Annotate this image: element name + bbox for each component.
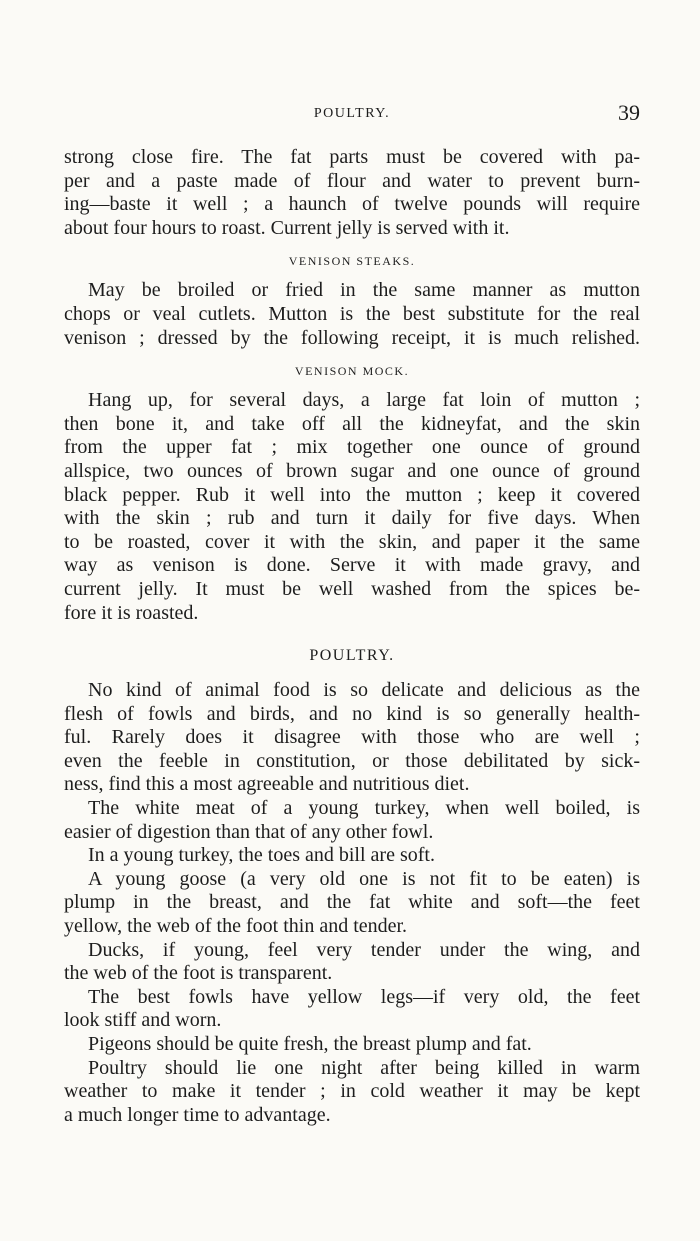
venison-steaks-heading: VENISON STEAKS. — [288, 254, 416, 269]
text-line: ful. Rarely does it disagree with those who are well ; — [64, 726, 640, 749]
text-line: Ducks, if young, feel very tender under the wing, and — [88, 938, 640, 961]
text-line: ness, find this a most agreeable and nutritious diet. — [64, 773, 470, 796]
venison-mock-paragraph — [64, 389, 640, 625]
text-line: The best fowls have yellow legs—if very old, the feet — [88, 985, 640, 1008]
continuation-paragraph — [64, 146, 640, 240]
ducks-paragraph — [64, 939, 640, 986]
text-line: look stiff and worn. — [64, 1009, 222, 1032]
turkey-white-meat-paragraph — [64, 797, 640, 844]
text-line: current jelly. It must be well washed from the spices be- — [64, 577, 640, 600]
text-line: easier of digestion than that of any other fowl. — [64, 820, 434, 843]
text-line: The white meat of a young turkey, when well boiled, is — [88, 797, 640, 820]
page-number: 39 — [618, 100, 640, 125]
text-line: from the upper fat ; mix together one ounce of ground — [64, 436, 640, 459]
venison-mock-heading: VENISON MOCK. — [294, 364, 410, 379]
text-line: with the skin ; rub and turn it daily for five days. When — [64, 507, 640, 530]
text-line: flesh of fowls and birds, and no kind is so generally health- — [64, 702, 640, 725]
text-line: strong close fire. The fat parts must be covered with pa- — [64, 146, 640, 168]
poultry-intro-paragraph — [64, 679, 640, 797]
text-line: weather to make it tender ; in cold weather it may be kept — [64, 1080, 640, 1103]
text-line: the web of the foot is transparent. — [64, 962, 333, 985]
text-line: to be roasted, cover it with the skin, and paper it the same — [64, 530, 640, 553]
text-line: A young goose (a very old one is not fit to be eaten) is — [88, 867, 640, 890]
text-line: In a young turkey, the toes and bill are soft. — [88, 844, 435, 867]
text-line: plump in the breast, and the fat white and soft—the feet — [64, 891, 640, 914]
poultry-keeping-paragraph — [64, 1057, 640, 1128]
text-line: black pepper. Rub it well into the mutton ; keep it covered — [64, 483, 640, 506]
text-line: then bone it, and take off all the kidneyfat, and the skin — [64, 412, 640, 435]
turkey-young-paragraph — [64, 844, 640, 868]
text-line: about four hours to roast. Current jelly is served with it. — [64, 216, 510, 239]
text-line: Poultry should lie one night after being killed in warm — [88, 1056, 640, 1079]
text-line: even the feeble in constitution, or those debilitated by sick- — [64, 749, 640, 772]
text-line: chops or veal cutlets. Mutton is the best substitute for the real — [64, 302, 640, 325]
text-line: allspice, two ounces of brown sugar and one ounce of ground — [64, 459, 640, 482]
text-line: fore it is roasted. — [64, 601, 199, 624]
venison-steaks-paragraph — [64, 279, 640, 350]
body-text — [64, 146, 640, 1127]
text-line: way as venison is done. Serve it with made gravy, and — [64, 554, 640, 577]
running-head — [64, 100, 640, 128]
poultry-heading: POULTRY. — [309, 647, 395, 665]
text-line: ing—baste it well ; a haunch of twelve pounds will require — [64, 193, 640, 216]
text-line: a much longer time to advantage. — [64, 1103, 331, 1126]
goose-paragraph — [64, 868, 640, 939]
running-title: POULTRY. — [313, 106, 391, 121]
text-line: yellow, the web of the foot thin and tender. — [64, 915, 408, 938]
fowls-paragraph — [64, 986, 640, 1033]
text-line: venison ; dressed by the following receipt, it is much relished. — [64, 326, 640, 349]
text-line: per and a paste made of flour and water to prevent burn- — [64, 169, 640, 192]
text-line: No kind of animal food is so delicate and delicious as the — [88, 679, 640, 702]
text-line: Hang up, for several days, a large fat loin of mutton ; — [88, 389, 640, 412]
text-line: Pigeons should be quite fresh, the breast plump and fat. — [88, 1033, 532, 1055]
text-line: May be broiled or fried in the same manner as mutton — [88, 279, 640, 302]
pigeons-paragraph — [64, 1033, 640, 1057]
